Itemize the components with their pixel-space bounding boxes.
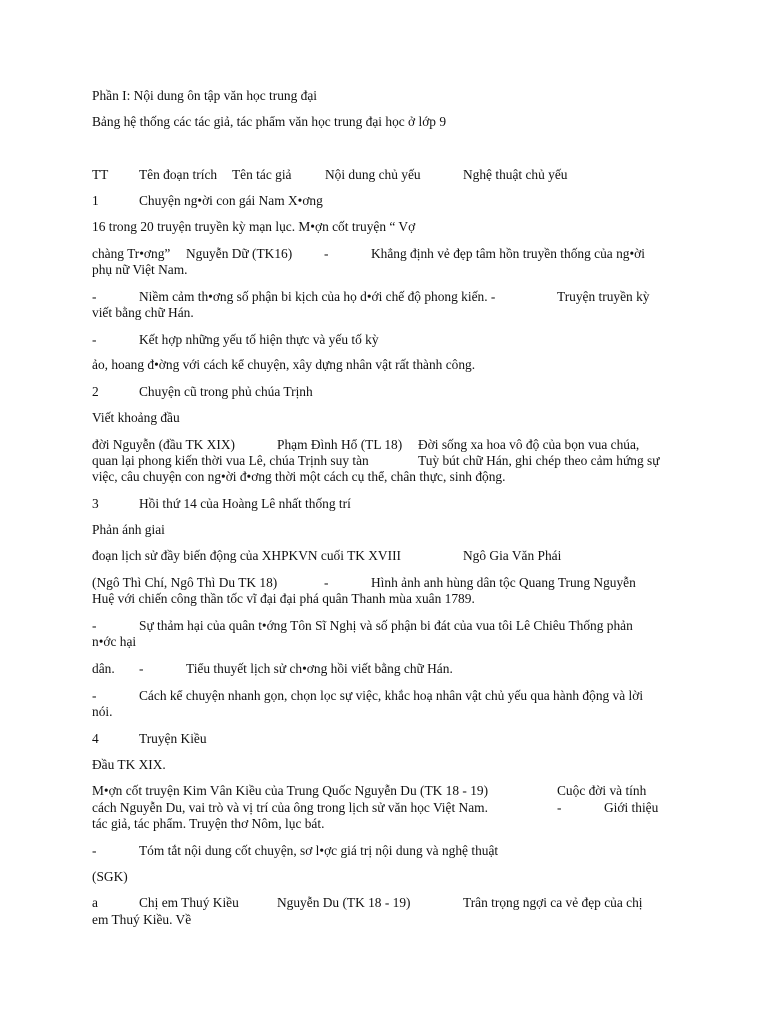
- row-dash: -: [139, 661, 144, 676]
- row-dash: -: [92, 618, 97, 633]
- row-number: 2: [92, 384, 99, 399]
- row-dash: -: [324, 575, 329, 590]
- row-dash: -: [92, 843, 97, 858]
- row-text: viết bằng chữ Hán.: [92, 305, 194, 320]
- row-dash: -: [557, 800, 562, 815]
- row-text: Giới thiệu: [604, 800, 659, 815]
- row-title: Truyện Kiều: [139, 731, 207, 746]
- section-heading: Phần I: Nội dung ôn tập văn học trung đại: [92, 88, 317, 103]
- row-text: n•ớc hại: [92, 634, 137, 649]
- row-title: Hồi thứ 14 của Hoàng Lê nhất thống trí: [139, 496, 351, 511]
- row-author: Ngô Gia Văn Phái: [463, 548, 562, 563]
- row-number: 4: [92, 731, 99, 746]
- header-art: Nghệ thuật chủ yếu: [463, 167, 568, 182]
- row-number: 3: [92, 496, 99, 511]
- row-text: Trân trọng ngợi ca vẻ đẹp của chị: [463, 895, 643, 910]
- row-text: ảo, hoang đ•ờng với cách kể chuyện, xây dựng nhân vật rất thành công.: [92, 357, 476, 372]
- header-excerpt: Tên đoạn trích: [139, 167, 218, 182]
- row-text: em Thuý Kiều. Về: [92, 912, 192, 927]
- row-text: việc, câu chuyện con ng•ời đ•ơng thời một cách cụ thể, chân thực, sinh động.: [92, 469, 506, 484]
- row-text: Tuỳ bút chữ Hán, ghi chép theo cảm hứng sự: [418, 453, 660, 468]
- row-text: Tiểu thuyết lịch sử ch•ơng hồi viết bằng chữ Hán.: [186, 661, 453, 676]
- row-dash: -: [92, 289, 97, 304]
- row-text: Cuộc đời và tính: [557, 783, 647, 798]
- row-text: Kết hợp những yếu tố hiện thực và yếu tố kỳ: [139, 332, 379, 347]
- row-author: Nguyễn Du (TK 18 - 19): [277, 895, 411, 910]
- row-text: đời Nguyễn (đầu TK XIX): [92, 437, 235, 452]
- header-content: Nội dung chủ yếu: [325, 167, 421, 182]
- row-dash: -: [92, 688, 97, 703]
- row-text: tác giả, tác phẩm. Truyện thơ Nôm, lục bát.: [92, 816, 325, 831]
- row-text: M•ợn cốt truyện Kim Vân Kiều của Trung Quốc Nguyễn Du (TK 18 - 19): [92, 783, 489, 798]
- row-title: Chị em Thuý Kiều: [139, 895, 239, 910]
- row-text: Hình ảnh anh hùng dân tộc Quang Trung Nguyễn: [371, 575, 636, 590]
- row-text: chàng Tr•ơng”: [92, 246, 171, 261]
- row-text: Cách kể chuyện nhanh gọn, chọn lọc sự việc, khắc hoạ nhân vật chủ yếu qua hành động và lời: [139, 688, 644, 703]
- row-text: Đầu TK XIX.: [92, 757, 166, 772]
- header-author: Tên tác giả: [232, 167, 292, 182]
- row-text: quan lại phong kiến thời vua Lê, chúa Trịnh suy tàn: [92, 453, 369, 468]
- row-text: Truyện truyền kỳ: [557, 289, 650, 304]
- row-text: Phản ánh giai: [92, 522, 165, 537]
- row-text: cách Nguyễn Du, vai trò và vị trí của ông trong lịch sử văn học Việt Nam.: [92, 800, 488, 815]
- row-text: (SGK): [92, 869, 128, 884]
- row-text: Tóm tắt nội dung cốt chuyện, sơ l•ợc giá trị nội dung và nghệ thuật: [139, 843, 499, 858]
- table-caption: Bảng hệ thống các tác giả, tác phẩm văn học trung đại học ở lớp 9: [92, 114, 447, 129]
- row-text: Khẳng định vẻ đẹp tâm hồn truyền thống của ng•ời: [371, 246, 645, 261]
- row-number: 1: [92, 193, 99, 208]
- row-title: Chuyện ng•ời con gái Nam X•ơng: [139, 193, 323, 208]
- row-dash: -: [92, 332, 97, 347]
- row-text: Huệ với chiến công thần tốc vĩ đại đại phá quân Thanh mùa xuân 1789.: [92, 591, 475, 606]
- row-text: dân.: [92, 661, 115, 676]
- row-text: Sự thảm hại của quân t•ớng Tôn Sĩ Nghị và số phận bi đát của vua tôi Lê Chiêu Thống phản: [139, 618, 633, 633]
- row-author: Nguyễn Dữ (TK16): [186, 246, 293, 261]
- row-text: (Ngô Thì Chí, Ngô Thì Du TK 18): [92, 575, 278, 590]
- row-text: Viết khoảng đầu: [92, 410, 180, 425]
- row-author: Phạm Đình Hổ (TL 18): [277, 437, 403, 452]
- row-number: a: [92, 895, 98, 910]
- row-dash: -: [324, 246, 329, 261]
- row-text: Niềm cảm th•ơng số phận bi kịch của họ d•ới chế độ phong kiến. -: [139, 289, 496, 304]
- row-title: Chuyện cũ trong phủ chúa Trịnh: [139, 384, 313, 399]
- row-text: đoạn lịch sử đầy biến động của XHPKVN cuối TK XVIII: [92, 548, 401, 563]
- row-text: phụ nữ Việt Nam.: [92, 262, 188, 277]
- row-text: Đời sống xa hoa vô độ của bọn vua chúa,: [418, 437, 640, 452]
- header-tt: TT: [92, 167, 109, 182]
- row-text: 16 trong 20 truyện truyền kỳ mạn lục. M•ợn cốt truyện “ Vợ: [92, 219, 416, 234]
- row-text: nói.: [92, 704, 113, 719]
